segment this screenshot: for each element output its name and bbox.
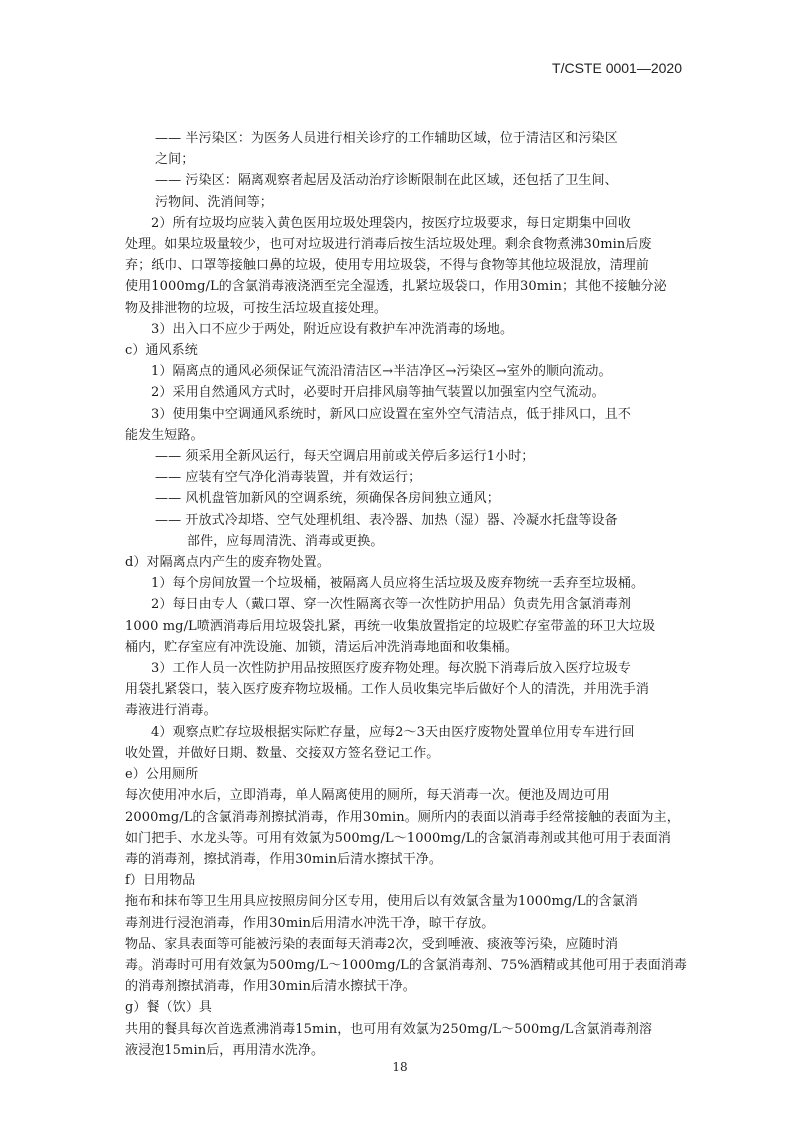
text-line: 4）观察点贮存垃圾根据实际贮存量，应每2～3天由医疗废物处置单位用专车进行回 [151, 724, 635, 740]
text-line: 桶内，贮存室应有冲洗设施、加锁，清运后冲洗消毒地面和收集桶。 [125, 639, 519, 655]
text-line: 液浸泡15min后，再用清水洗净。 [125, 1042, 325, 1058]
text-line: 物及排泄物的垃圾，可按生活垃圾直接处理。 [125, 300, 388, 316]
text-line: 3）使用集中空调通风系统时，新风口应设置在室外空气清洁点，低于排风口，且不 [151, 406, 631, 422]
text-line: 部件，应每周清洗、消毒或更换。 [187, 533, 384, 549]
text-line: 3）工作人员一次性防护用品按照医疗废弃物处理。每次脱下消毒后放入医疗垃圾专 [151, 661, 631, 677]
text-line: 如门把手、水龙头等。可用有效氯为500mg/L～1000mg/L的含氯消毒剂或其他可用于表面消 [125, 830, 671, 846]
text-line: 收处置，并做好日期、数量、交接双方签名登记工作。 [125, 745, 440, 761]
text-line: —— 污染区：隔离观察者起居及活动治疗诊断限制在此区域，还包括了卫生间、 [155, 173, 618, 189]
text-line: 使用1000mg/L的含氯消毒液浇洒至完全湿透，扎紧垃圾袋口，作用30min；其他不接触分泌 [125, 279, 667, 295]
text-line: —— 半污染区：为医务人员进行相关诊疗的工作辅助区域，位于清洁区和污染区 [155, 131, 618, 146]
text-line: 拖布和抹布等卫生用具应按照房间分区专用，使用后以有效氯含量为1000mg/L的含氯消 [125, 894, 638, 910]
text-line: c）通风系统 [125, 343, 198, 359]
text-line: 物品、家具表面等可能被污染的表面每天消毒2次，受到唾液、痰液等污染，应随时消 [125, 936, 619, 952]
page-number: 18 [392, 1060, 408, 1074]
text-line: 2）所有垃圾均应装入黄色医用垃圾处理袋内，按医疗垃圾要求，每日定期集中回收 [151, 215, 631, 231]
text-line: d）对隔离点内产生的废弃物处置。 [125, 555, 330, 571]
text-line: 3）出入口不应少于两处，附近应设有救护车冲洗消毒的场地。 [151, 321, 514, 337]
text-line: 毒的消毒剂，擦拭消毒，作用30min后清水擦拭干净。 [125, 851, 442, 867]
text-line: —— 开放式冷却塔、空气处理机组、表冷器、加热（湿）器、冷凝水托盘等设备 [155, 512, 618, 528]
text-line: 的消毒剂擦拭消毒，作用30min后清水擦拭干净。 [125, 979, 416, 995]
standard-code: T/CSTE 0001—2020 [552, 60, 682, 76]
text-line: —— 风机盘管加新风的空调系统，须确保各房间独立通风； [155, 491, 500, 507]
text-line: 毒。消毒时可用有效氯为500mg/L～1000mg/L的含氯消毒剂、75%酒精或其他可用于表面消毒 [125, 957, 688, 973]
text-line: 1）隔离点的通风必须保证气流沿清洁区→半洁净区→污染区→室外的顺向流动。 [151, 364, 612, 380]
text-line: 毒剂进行浸泡消毒，作用30min后用清水冲洗干净，晾干存放。 [125, 915, 495, 931]
text-line: 共用的餐具每次首选煮沸消毒15min，也可用有效氯为250mg/L～500mg/L含氯消毒剂溶 [125, 1021, 653, 1037]
text-line: e）公用厕所 [125, 767, 199, 783]
text-line: g）餐（饮）具 [125, 1000, 213, 1016]
text-line: 2）每日由专人（戴口罩、穿一次性隔离衣等一次性防护用品）负责先用含氯消毒剂 [151, 597, 631, 613]
text-line: 处理。如果垃圾量较少，也可对垃圾进行消毒后按生活垃圾处理。剩余食物煮沸30min后废 [125, 237, 652, 253]
text-line: 2）采用自然通风方式时，必要时开启排风扇等抽气装置以加强室内空气流动。 [151, 385, 605, 401]
text-line: 1）每个房间放置一个垃圾桶，被隔离人员应将生活垃圾及废弃物统一丢弃至垃圾桶。 [151, 576, 645, 592]
text-line: 用袋扎紧袋口，装入医疗废弃物垃圾桶。工作人员收集完毕后做好个人的清洗，并用洗手消 [125, 682, 650, 698]
text-line: —— 须采用全新风运行，每天空调启用前或关停后多运行1小时； [155, 449, 535, 465]
text-line: 1000 mg/L喷洒消毒后用垃圾袋扎紧，再统一收集放置指定的垃圾贮存室带盖的环卫大垃圾 [125, 618, 656, 634]
text-line: 能发生短路。 [125, 427, 204, 443]
document-body [125, 128, 688, 1061]
text-line: f）日用物品 [125, 873, 196, 889]
text-line: —— 应装有空气净化消毒装置，并有效运行； [155, 470, 422, 486]
text-line: 之间； [155, 152, 195, 168]
text-line: 每次使用冲水后，立即消毒，单人隔离使用的厕所，每天消毒一次。便池及周边可用 [125, 788, 610, 804]
text-line: 毒液进行消毒。 [125, 703, 217, 719]
text-line: 2000mg/L的含氯消毒剂擦拭消毒，作用30min。厕所内的表面以消毒手经常接触的表面为主， [125, 809, 680, 825]
text-line: 弃；纸巾、口罩等接触口鼻的垃圾，使用专用垃圾袋，不得与食物等其他垃圾混放，清理前 [125, 258, 650, 274]
text-line: 污物间、洗消间等； [155, 194, 273, 210]
